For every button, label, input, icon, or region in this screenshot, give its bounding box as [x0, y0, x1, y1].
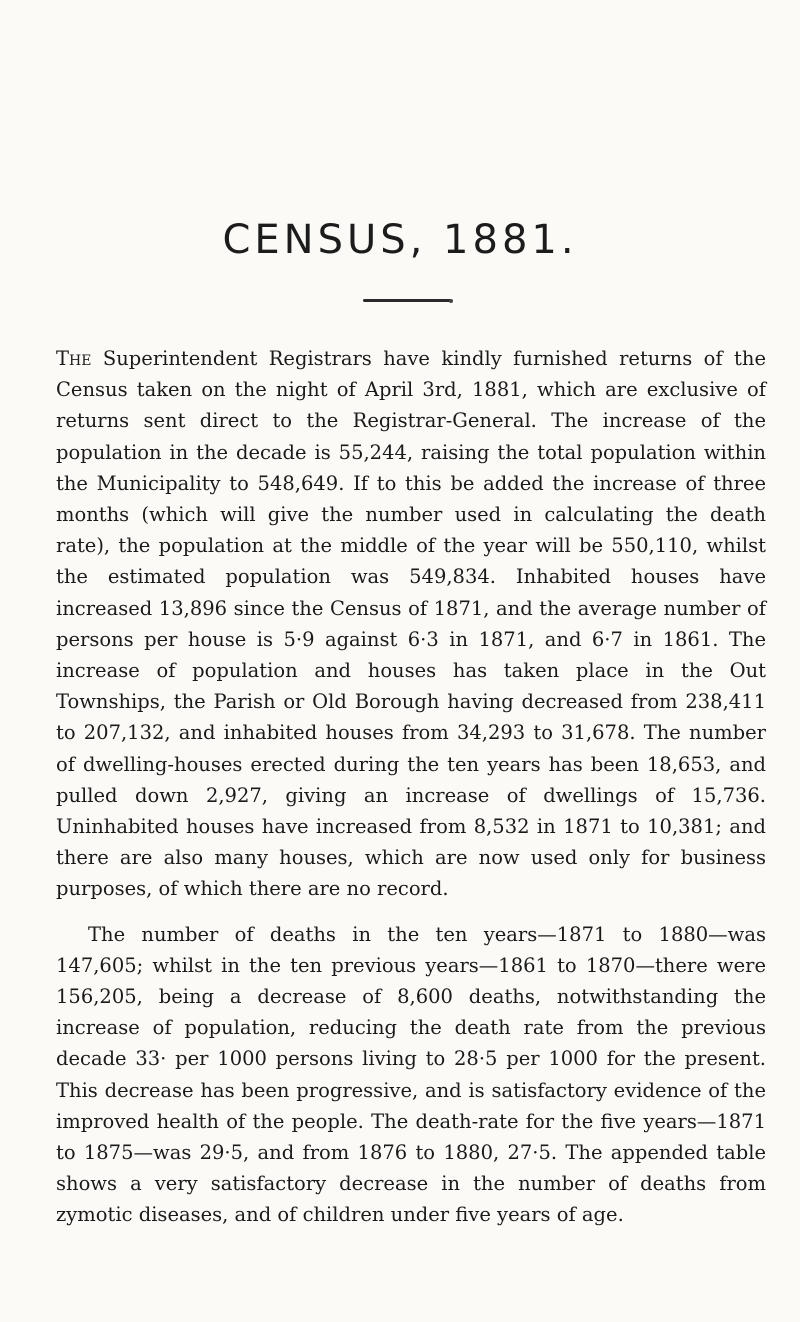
- page-title: CENSUS, 1881.: [222, 217, 578, 263]
- body-text: [56, 343, 766, 1231]
- title-divider-ornament: [449, 299, 453, 303]
- paragraph-2: The number of deaths in the ten years—1871 to 1880—was 147,605; whilst in the ten previous years—1861 to 1870—there were 156,205, being a decrease of 8,600 deaths, notwithstanding the increase of population, reducing the death rate from the previous decade 33· per 1000 persons living to 28·5 per 1000 for the present. This decrease has been progressive, and is satisfactory evidence of the improved health of the people. The death-rate for the five years—1871 to 1875—was 29·5, and from 1876 to 1880, 27·5. The appended table shows a very satisfactory decrease in the number of deaths from zymotic diseases, and of children under five years of age.: [56, 922, 766, 1227]
- paragraph-1-text: Superintendent Registrars have kindly furnished returns of the Census taken on the night of April 3rd, 1881, which are exclusive of returns sent direct to the Registrar-General. The increase of the population in the decade is 55,244, raising the total population within the Municipality to 548,649. If to this be added the increase of three months (which will give the number used in calculating the death rate), the population at the middle of the year will be 550,110, whilst the estimated population was 549,834. Inhabited houses have increased 13,896 since the Census of 1871, and the average number of persons per house is 5·9 against 6·3 in 1871, and 6·7 in 1861. The increase of population and houses has taken place in the Out Townships, the Parish or Old Borough having decreased from 238,411 to 207,132, and inhabited houses from 34,293 to 31,678. The number of dwelling-houses erected during the ten years has been 18,653, and pulled down 2,927, giving an increase of dwellings of 15,736. Uninhabited houses have increased from 8,532 in 1871 to 10,381; and there are also many houses, which are now used only for business purposes, of which there are no record.: [56, 347, 766, 901]
- title-divider: [363, 299, 451, 302]
- paragraph-1: [56, 343, 766, 905]
- paragraph-1-lead-word: The: [56, 347, 92, 370]
